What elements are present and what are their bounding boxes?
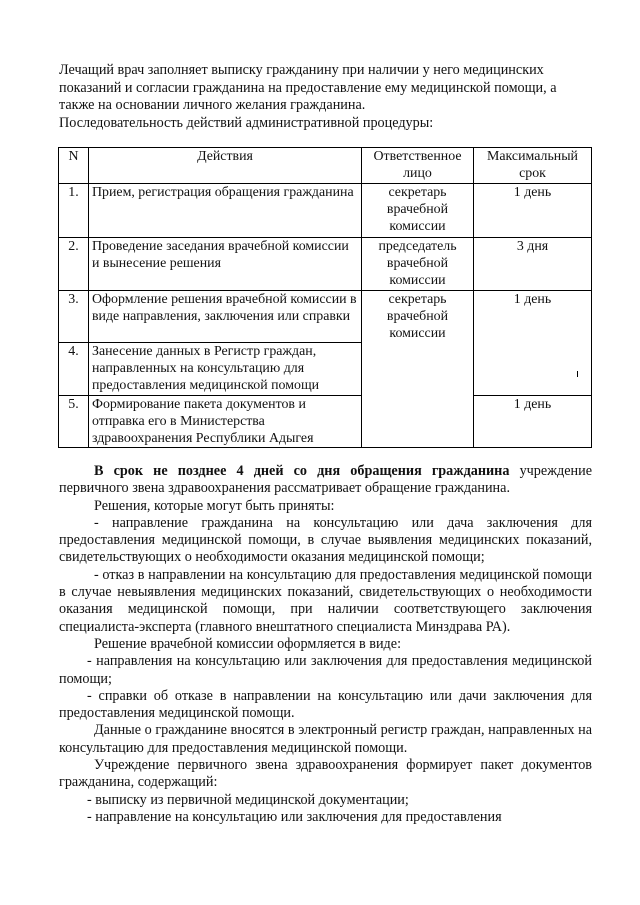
paragraph: Решение врачебной комиссии оформляется в виде:	[94, 635, 402, 652]
header-action: Действия	[89, 148, 362, 184]
row-responsible: секретарь врачебной комиссии	[362, 184, 474, 238]
paragraph: Данные о гражданине вносятся в электронный регистр граждан, направленных на консультацию для предоставления медицинской помощи.	[59, 722, 592, 756]
intro-paragraph: Лечащий врач заполняет выписку гражданину при наличии у него медицинских показаний и согласии гражданина на предоставление ему медицинской помощи, а также на основании личного желания гражданина.	[59, 62, 557, 113]
row-num: 3.	[59, 291, 89, 343]
row-responsible: председатель врачебной комиссии	[362, 238, 474, 291]
row-responsible: секретарь врачебной комиссии	[362, 291, 474, 448]
paragraph: - направление гражданина на консультацию или дача заключения для предоставления медицинской помощи, в случае выявления медицинских показаний, свидетельствующих о необходимости оказания медицинской помощи;	[59, 514, 592, 566]
table-header-row	[59, 148, 592, 184]
row-term: 3 дня	[474, 238, 592, 291]
row-action: Проведение заседания врачебной комиссии и вынесение решения	[89, 238, 362, 291]
procedure-table	[58, 147, 592, 448]
row-num: 5.	[59, 396, 89, 448]
row-term: 1 день	[474, 184, 592, 238]
row-num: 1.	[59, 184, 89, 238]
row-action: Прием, регистрация обращения гражданина	[89, 184, 362, 238]
procedure-heading: Последовательность действий административной процедуры:	[59, 114, 434, 131]
table-row	[59, 396, 592, 448]
row-term: 1 день	[474, 291, 592, 396]
deadline-bold: В срок не позднее 4 дней со дня обращения гражданина	[94, 463, 510, 479]
table-row	[59, 238, 592, 291]
paragraph: Учреждение первичного звена здравоохранения формирует пакет документов гражданина, содержащий:	[59, 757, 592, 791]
stray-mark	[577, 371, 578, 377]
row-num: 2.	[59, 238, 89, 291]
document-body	[59, 463, 592, 826]
row-action: Занесение данных в Регистр граждан, направленных на консультацию для предоставления медицинской помощи	[89, 343, 362, 396]
paragraph: Решения, которые могут быть приняты:	[94, 497, 335, 514]
row-action: Оформление решения врачебной комиссии в виде направления, заключения или справки	[89, 291, 362, 343]
header-responsible: Ответственное лицо	[362, 148, 474, 184]
header-term: Максимальный срок	[474, 148, 592, 184]
intro	[59, 62, 591, 132]
row-term: 1 день	[474, 396, 592, 448]
header-num: N	[59, 148, 89, 184]
table-row	[59, 184, 592, 238]
paragraph: - справки об отказе в направлении на консультацию или дачи заключения для предоставления медицинской помощи.	[59, 687, 592, 722]
paragraph: - направления на консультацию или заключения для предоставления медицинской помощи;	[59, 653, 592, 687]
deadline-rest: учреждение первичного звена здравоохранения рассматривает обращение гражданина.	[59, 463, 592, 497]
table-row	[59, 291, 592, 343]
paragraph: - выписку из первичной медицинской документации;	[87, 791, 409, 808]
paragraph: - отказ в направлении на консультацию для предоставления медицинской помощи в случае невыявления медицинских показаний, свидетельствующих о необходимости оказания медицинской помощи, при наличии соответствующего заключения специалиста-эксперта (главного внештатного специалиста Минздрава РА).	[59, 566, 592, 635]
paragraph: - направление на консультацию или заключения для предоставления	[87, 808, 502, 825]
row-num: 4.	[59, 343, 89, 396]
row-action: Формирование пакета документов и отправка его в Министерства здравоохранения Республики Адыгея	[89, 396, 362, 448]
